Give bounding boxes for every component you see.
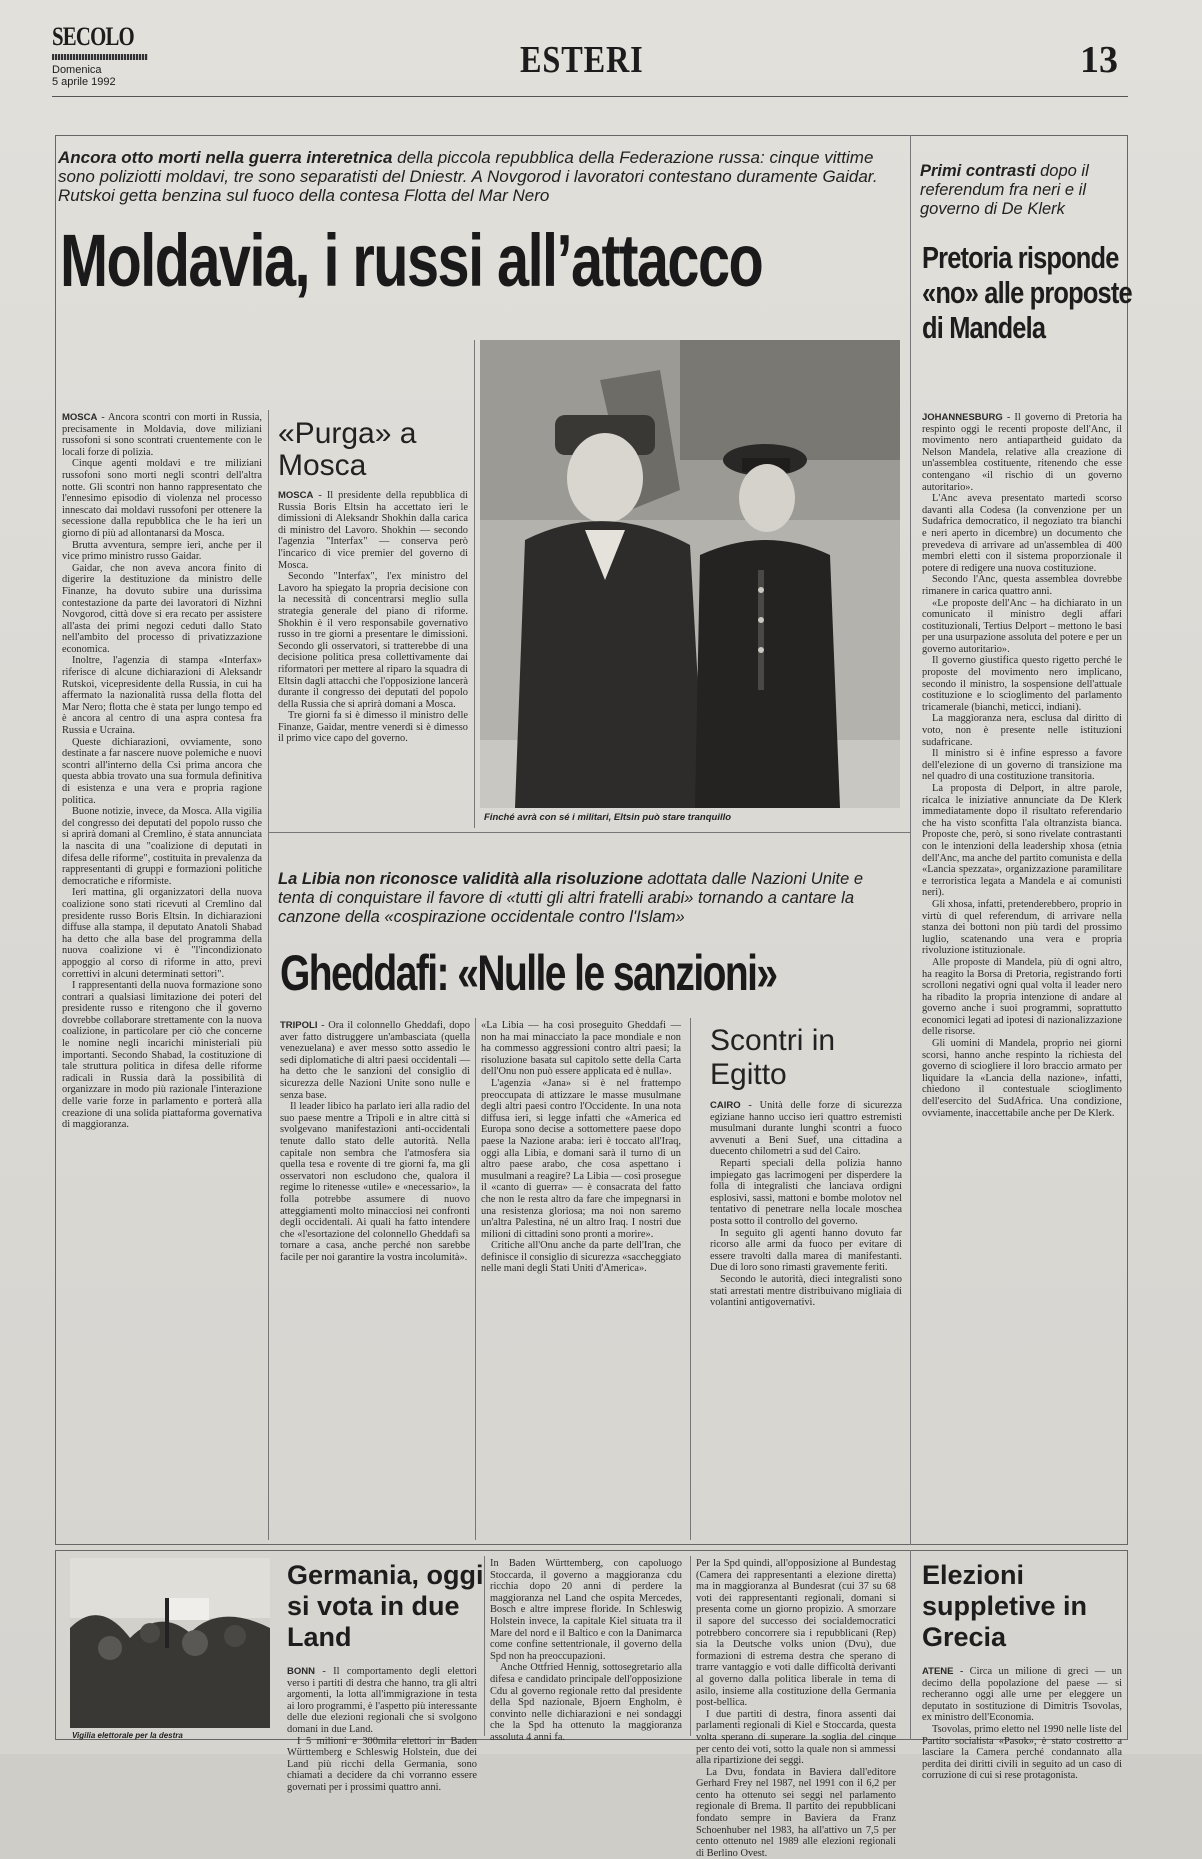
germania-headline: Germania, oggi si vota in due Land: [287, 1560, 484, 1652]
pretoria-para-1: JOHANNESBURG - Il governo di Pretoria ha respinto oggi le recenti proposte dell'Anc, il movimento nero antiapartheid guidato da Nelson Mandela, relative alla creazione di un'assemblea costituente, ritenendo che esse contengano «il rischio di un governo autoritario».: [922, 412, 1122, 493]
libia-kicker-bold: La Libia non riconosce validità alla risoluzione: [278, 870, 643, 888]
moldavia-article: [62, 412, 262, 1542]
moldavia-para-4: Gaidar, che non aveva ancora finito di digerire la destituzione da ministro delle Finanze, ha dovuto subire una durissima contestazione da parte dei lavoratori di Nizhni Novgorod, città dove si era recato per assistere all'asta dei primi negozi ceduti dallo Stato nell'ambito del processo di privatizzazione economica.: [62, 562, 262, 655]
libia-para-1: TRIPOLI - Ora il colonnello Gheddafi, dopo aver fatto distruggere un'ambasciata (quella venezuelana) e aver messo sotto assedio le sedi diplomatiche di altri paesi occidentali — ha detto che le sanzioni del consiglio di sicurezza delle Nazioni Unite sono nulle e senza base.: [280, 1020, 470, 1101]
moldavia-para-3: Brutta avventura, sempre ieri, anche per il vice primo ministro russo Gaidar.: [62, 539, 262, 563]
eltsin-photo-caption: Finché avrà con sé i militari, Eltsin può stare tranquillo: [484, 812, 732, 823]
eltsin-photo-image: [480, 340, 900, 808]
germania-article-col1: [287, 1666, 477, 1793]
pretoria-para-11: Gli uomini di Mandela, proprio nei giorni scorsi, hanno anche respinto la richiesta del governo di sciogliere il loro braccio armato per liquidare la «Lancia della nazione», infatti, chiedono il contestuale scioglimento dell'esercito del SudAfrica. Una condizione, ovviamente, inaccettabile anche per De Klerk.: [922, 1038, 1122, 1119]
pretoria-kicker: [920, 162, 1120, 219]
libia-para-5: Critiche all'Onu anche da parte dell'Iran, che definisce il consiglio di sicurezza «saccheggiato nelle mani degli Stati Uniti d'America».: [481, 1240, 681, 1275]
masthead-rule: [52, 96, 1128, 97]
masthead-date: [52, 64, 116, 88]
moldavia-dateline: MOSCA: [62, 412, 98, 423]
moldavia-para-6: Queste dichiarazioni, ovviamente, sono destinate a far nascere nuove polemiche e nuovi scontri all'interno della Csi prima ancora che questa abbia trovato una sua formula definitiva di esistenza e una vera e propria ragione politica.: [62, 736, 262, 806]
pretoria-headline: Pretoria risponde «no» alle proposte di Mandela: [922, 240, 1132, 345]
grecia-article: [922, 1666, 1122, 1782]
purga-para-1: MOSCA - Il presidente della repubblica di Russia Boris Eltsin ha accettato ieri le dimissioni di Aleksandr Shokhin dalla carica di ministro del Lavoro. Shokhin — secondo l'agenzia "Interfax" — conserva però l'incarico di vice premier del governo di Mosca.: [278, 490, 468, 571]
moldavia-kicker: [58, 148, 898, 205]
egitto-para-1: CAIRO - Unità delle forze di sicurezza egiziane hanno ucciso ieri quattro estremisti musulmani durante lunghi scontri a fuoco avvenuti a Beni Suef, una cittadina a duecento chilometri a sud del Cairo.: [710, 1100, 902, 1158]
germania-para-4: Anche Ottfried Hennig, sottosegretario alla difesa e candidato principale dell'opposizione Cdu al governo regionale retto dal presidente della Spd nazionale, Bjoern Engholm, è convinto nelle dichiarazioni e nei sondaggi che la Spd ha ottenuto la maggioranza assoluta 4 anni fa.: [490, 1662, 682, 1743]
paper-name: SECOLO: [52, 22, 134, 51]
libia-para-2: Il leader libico ha parlato ieri alla radio del suo paese mentre a Tripoli e in altre città si svolgevano manifestazioni anti-occidentali tenute dallo stato delle autorità. Nella capitale non sembra che l'atmosfera sia quella tesa e rovente di tre giorni fa, ma gli osservatori non escludono che, qualora il regime lo ritenesse «utile» e «necessario», la folla potrebbe assumere di nuovo atteggiamenti molto minacciosi nei confronti degli occidentali. Ai quali ha fatto intendere che «l'esortazione del colonnello Gheddafi sa tornare a casa, anche perché non sarebbe facile per noi garantire la vostra incolumità».: [280, 1101, 470, 1263]
pretoria-para-9: Gli xhosa, infatti, pretenderebbero, proprio in virtù di quel referendum, di arrivare nella stanza dei bottoni non più tardi del prossimo luglio, scatenando una vera e propria rivoluzione istituzionale.: [922, 898, 1122, 957]
moldavia-para-9: I rappresentanti della nuova formazione sono contrari a qualsiasi limitazione dei poteri del presidente russo e ritengono che il governo dovrebbe collaborare strettamente con la nuova coalizione, in particolare per ciò che concerne le nomine negli incarichi ministeriali più importanti. Secondo Shabad, la costituzione di tale struttura politica in difesa delle riforme radicali in Russia darà la possibilità di organizzare in modo più razionale l'interazione delle varie forze in parlamento e porterà alla creazione di una solida piattaforma governativa di maggioranza.: [62, 980, 262, 1131]
masthead-bar: [52, 54, 148, 60]
libia-dateline: TRIPOLI: [280, 1020, 318, 1031]
moldavia-kicker-rest: della piccola repubblica della Federazione russa: cinque vittime sono poliziotti moldavi, tre sono separatisti del Dniestr. A Novgorod i lavoratori contestano duramente Gaidar. Rutskoi getta benzina sul fuoco della contesa Flotta del Mar Nero: [58, 148, 878, 205]
egitto-para-4: Secondo le autorità, dieci integralisti sono stati arrestati mentre distribuivano migliaia di volantini antigovernativi.: [710, 1273, 902, 1309]
column-rule-1: [268, 410, 269, 1540]
pretoria-para-8: La proposta di Delport, in altre parole, ricalca le iniziative annunciate da De Klerk immediatamente dopo il risultato referendario che ha visto sconfitta l'ala oltranzista bianca. Proposte che, però, si sono rivelate contrastanti con le intenzioni della leadership xhosa (etnia dell'Anc, ma anche del partito comunista e della «Lancia spezzata», organizzazione paramilitare e terroristica legata a Mandela e ai comunisti neri).: [922, 783, 1122, 899]
purga-para-3: Tre giorni fa si è dimesso il ministro delle Finanze, Gaidar, mentre venerdì si è dimesso il primo vice capo del governo.: [278, 710, 468, 745]
moldavia-para-8: Ieri mattina, gli organizzatori della nuova coalizione sono stati ricevuti al Cremlino dal presidente russo Boris Eltsin. In dichiarazioni diffuse alla stampa, il deputato Anatoli Shabad ha detto che alla base del programma della nuova coalizione vi è "l'incondizionato appoggio al corso di riforme in atto, previ correttivi in alcuni determinati settori".: [62, 887, 262, 980]
pretoria-article: [922, 412, 1122, 1540]
germania-photo-image: [70, 1558, 270, 1728]
pretoria-para-7: Il ministro si è infine espresso a favore dell'elezione di un governo di transizione ma nel quadro di una costituzione transitoria.: [922, 748, 1122, 783]
egitto-para-2: Reparti speciali della polizia hanno impiegato gas lacrimogeni per disperdere la folla di integralisti che lanciava ordigni esplosivi, sassi, mattoni e bombe molotov nel tentativo di penetrare nella locale moschea posta sotto il controllo del governo.: [710, 1157, 902, 1227]
egitto-dateline: CAIRO: [710, 1100, 741, 1111]
column-rule-6: [690, 1556, 691, 1736]
column-rule-5: [484, 1556, 485, 1736]
purga-headline: «Purga» a Mosca: [278, 417, 417, 483]
grecia-para-2: Tsovolas, primo eletto nel 1990 nelle liste del Partito socialista «Pasok», è stato costretto a lasciare la Camera perché condannato alla perdita dei diritti civili in seguito ad un caso di corruzione di cui si rese protagonista.: [922, 1723, 1122, 1782]
column-rule-4: [690, 1018, 691, 1540]
purga-para-2: Secondo "Interfax", l'ex ministro del Lavoro ha spiegato la propria decisione con la necessità di concentrarsi meglio sulla strategia generale del piano di riforme. Shokhin è il vero responsabile governativo russo in tre giorni a presentare le dimissioni. Secondo gli osservatori, si tratterebbe di una decisione politica presa collettivamente dai riformatori per mettere al riparo la squadra di Eltsin dagli attacchi che l'opposizione lancerà durante il congresso dei deputati del popolo della Russia che si aprirà domani a Mosca.: [278, 571, 468, 710]
section-title: ESTERI: [520, 39, 644, 81]
libia-article-col2: [481, 1020, 681, 1540]
grecia-para-1: ATENE - Circa un milione di greci — un decimo della popolazione del paese — si recheranno oggi alle urne per eleggere un deputato in sostituzione di Dimitris Tsovolas, ex ministro dell'Economia.: [922, 1666, 1122, 1724]
germania-dateline: BONN: [287, 1666, 315, 1677]
column-rule-3: [475, 1018, 476, 1540]
libia-article-col1: [280, 1020, 470, 1540]
libia-top-rule: [268, 832, 910, 833]
germania-para-6: I due partiti di destra, finora assenti dai parlamenti regionali di Kiel e Stoccarda, questa volta sperano di superare la soglia del cinque per cento dei voti, sotto la quale non si ammessi alla ripartizione dei seggi.: [696, 1708, 896, 1767]
column-rule-2: [474, 340, 475, 828]
page-number: 13: [1080, 39, 1118, 81]
egitto-para-3: In seguito gli agenti hanno dovuto far ricorso alle armi da fuoco per evitare di essere travolti dalla marea di manifestanti. Due di loro sono rimasti gravemente feriti.: [710, 1227, 902, 1274]
grecia-headline: Elezioni suppletive in Grecia: [922, 1560, 1088, 1652]
masthead-day: Domenica: [52, 64, 102, 76]
libia-kicker: [278, 870, 898, 927]
moldavia-kicker-bold: Ancora otto morti nella guerra interetnica: [58, 148, 393, 167]
purga-article: [278, 490, 468, 820]
libia-para-3: «La Libia — ha così proseguito Gheddafi — non ha mai minacciato la pace mondiale e non ha commesso aggressioni contro altri paesi; la risoluzione basata sul capitolo sette della Carta dell'Onu non può essere applicata ed è nulla».: [481, 1020, 681, 1078]
eltsin-photo: [480, 340, 900, 808]
pretoria-para-2: L'Anc aveva presentato martedì scorso davanti alla Codesa (la convenzione per un Sudafrica democratico, il negoziato tra bianchi e neri aperto in dicembre) un documento che prevedeva di arrivare ad un'assemblea di 400 membri eletti con il sistema proporzionale il potere di redigere una nuova costituzione.: [922, 493, 1122, 574]
moldavia-headline: Moldavia, i russi all’attacco: [60, 219, 763, 302]
germania-article-col2: [490, 1558, 682, 1743]
pretoria-kicker-rest: dopo il referendum fra neri e il governo di De Klerk: [920, 162, 1089, 218]
germania-photo-caption: Vigilia elettorale per la destra: [72, 1731, 183, 1740]
egitto-article: [710, 1100, 902, 1540]
pretoria-kicker-bold: Primi contrasti: [920, 162, 1036, 180]
egitto-headline: Scontri in Egitto: [710, 1024, 836, 1091]
libia-kicker-rest: adottata dalle Nazioni Unite e tenta di conquistare il favore di «tutti gli altri fratelli arabi» tornando a cantare la canzone della «cospirazione occidentale contro l'Islam»: [278, 870, 864, 926]
germania-para-3: In Baden Württemberg, con capoluogo Stoccarda, il governo a maggioranza cdu ricchia dopo 20 anni di perdere la maggioranza nel Land che ospita Mercedes, Bosch e altre imprese floride. In Schleswig Holstein invece, la capitale Kiel situata tra il Mare del nord e il Baltico e con la Danimarca come confine settentrionale, il governo della Spd non ha preoccupazioni.: [490, 1558, 682, 1662]
pretoria-para-4: «Le proposte dell'Anc – ha dichiarato in un comunicato il ministro degli affari costituzionali, Tertius Delport – mettono le basi per una usurpazione assoluta del potere e per un governo autoritario».: [922, 597, 1122, 655]
germania-para-7: La Dvu, fondata in Baviera dall'editore Gerhard Frey nel 1987, nel 1991 con il 6,2 per cento ha ottenuto sei seggi nel parlamento regionale di Brema. Il partito dei repubblicani fondato sempre in Baviera da Franz Schoenhuber nel 1983, ha all'attivo un 7,5 per cento ottenuto nel 1989 alle elezioni regionali di Berlino Ovest.: [696, 1766, 896, 1859]
column-rule-7: [910, 1550, 911, 1740]
libia-headline: Gheddafi: «Nulle le sanzioni»: [280, 945, 777, 1001]
masthead-date-text: 5 aprile 1992: [52, 76, 116, 88]
pretoria-dateline: JOHANNESBURG: [922, 412, 1003, 423]
libia-para-4: L'agenzia «Jana» si è nel frattempo preoccupata di attizzare le masse musulmane degli altri paesi contro l'Occidente. In una nota diffusa ieri, si legge infatti che «America ed Europa sono decise a sottomettere paese dopo paese la Nazione araba: ieri è toccato all'Iraq, oggi alla Libia, e domani sarà il turno di un altro paese arabo, che cosa aspettano i musulmani a reagire? La Libia — così prosegue il «canto di guerra» — è consacrata del fatto che non le resta altro da fare che impegnarsi in una resistenza gloriosa; ma noi non saremo un'altra Palestina, né un altro Iraq. I nostri due milioni di cittadini sono pronti a morire».: [481, 1077, 681, 1240]
pretoria-para-10: Alle proposte di Mandela, più di ogni altro, ha reagito la Borsa di Pretoria, registrando forti scrolloni negativi ogni qual volta il leader nero ha ribadito la propria intenzione di andare al governo anche i suoi programmi, soprattutto economici legati ad ipotesi di nazionalizzazione delle risorse.: [922, 956, 1122, 1038]
pretoria-para-6: La maggioranza nera, esclusa dal diritto di voto, non è presente nelle istituzioni sudafricane.: [922, 713, 1122, 748]
moldavia-para-1: MOSCA - Ancora scontri con morti in Russia, precisamente in Moldavia, dove miliziani russofoni si sono scontrati cruentemente con le locali forze di polizia.: [62, 412, 262, 458]
pretoria-para-3: Secondo l'Anc, questa assemblea dovrebbe rimanere in carica quattro anni.: [922, 574, 1122, 597]
pretoria-para-5: Il governo giustifica questo rigetto perché le proposte del movimento nero implicano, secondo il ministro, la sospensione dell'attuale costituzione e lo scioglimento del parlamento tricamerale (bianchi, meticci, indiani).: [922, 655, 1122, 713]
moldavia-para-5: Inoltre, l'agenzia di stampa «Interfax» riferisce di alcune dichiarazioni di Aleksandr Rutskoi, vicepresidente della Russia, in cui ha affermato la nazionalità russa della flotta del Mar Nero; flotta che è stata per lungo tempo ed è ancora al centro di una aspra contesa fra Russia e Ucraina.: [62, 655, 262, 737]
purga-dateline: MOSCA: [278, 490, 314, 501]
moldavia-para-7: Buone notizie, invece, da Mosca. Alla vigilia del congresso dei deputati del popolo russo che si aprirà domani al Cremlino, è stata annunciata la nascita di una "coalizione di deputati in difesa delle riforme", costituita in prevalenza da rappresentanti di gruppi e formazioni politiche democratiche e riformiste.: [62, 806, 262, 887]
germania-para-5: Per la Spd quindi, all'opposizione al Bundestag (Camera dei rappresentanti a elezione diretta) ma in maggioranza al Bundesrat (cui 37 su 68 voti dei rappresentanti regionali, domani si presenta come un giorno propizio. A smorzare il sapore del successo dei socialdemocratici potrebbero concorrere sia i repubblicani (Rep) sia la Deutsche volks union (Dvu), due formazioni di estrema destra che sperano di trarre vantaggio e voti dalle difficoltà derivanti al governo dalla politica liberale in tema di asilo, insieme alla costituzione della Germania post-bellica.: [696, 1558, 896, 1709]
germania-para-1: BONN - Il comportamento degli elettori verso i partiti di destra che hanno, tra gli altri argomenti, la lotta all'immigrazione in testa ai loro programmi, è l'aspetto più interessante delle due elezioni regionali che si svolgono domani in due Land.: [287, 1666, 477, 1735]
germania-photo: [70, 1558, 270, 1728]
pretoria-divider: [910, 135, 911, 1545]
germania-para-2: I 5 milioni e 300mila elettori in Baden Württemberg e Schleswig Holstein, due dei Land più ricchi della Germania, sono chiamati a decidere da chi vorranno essere governati per i prossimi quattro anni.: [287, 1735, 477, 1793]
grecia-dateline: ATENE: [922, 1666, 954, 1677]
moldavia-para-2: Cinque agenti moldavi e tre miliziani russofoni sono morti negli scontri dell'altra notte. Gli scontri non hanno rappresentato che l'ennesimo episodio di violenza nel processo innescato dai moldavi russofoni per ottenere la secessione dalla repubblica che le ha ieri un giorno di più ad allontanarsi da Mosca.: [62, 458, 262, 539]
germania-article-col3: [696, 1558, 896, 1859]
